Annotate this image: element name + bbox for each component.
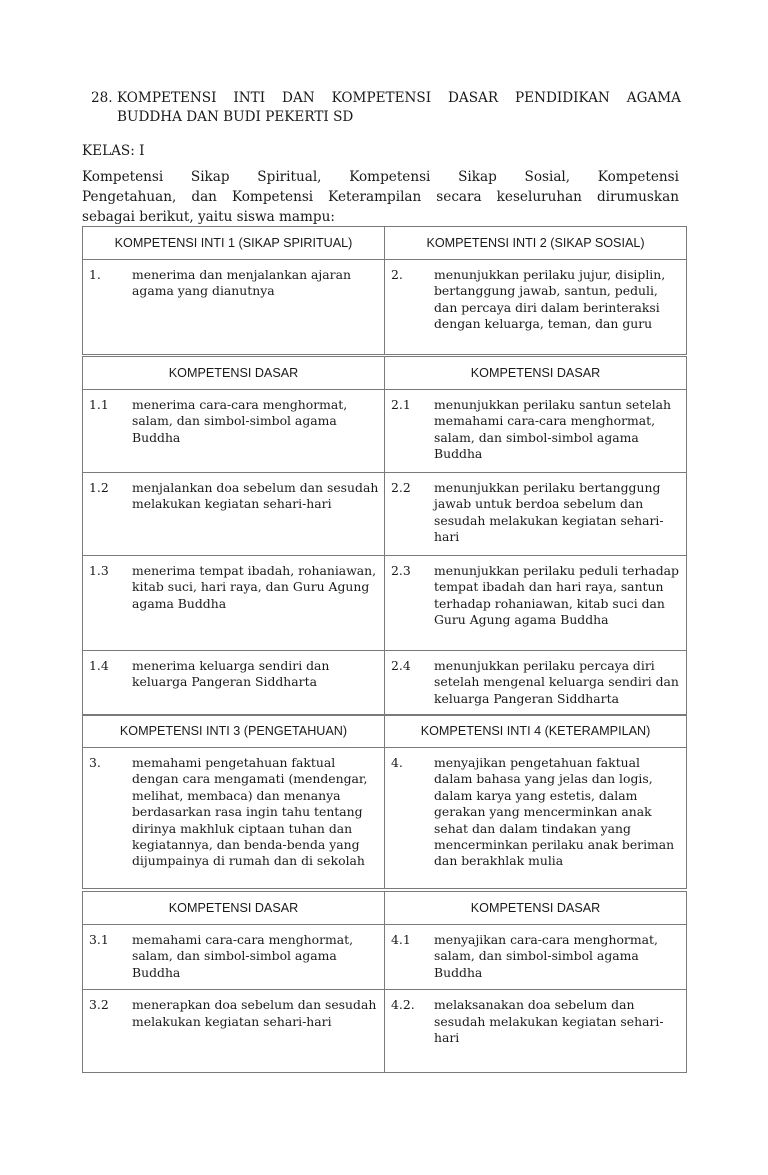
kd-right-header: KOMPETENSI DASAR <box>385 892 687 925</box>
ki3-header: KOMPETENSI INTI 3 (PENGETAHUAN) <box>83 715 385 748</box>
kd-text: menunjukkan perilaku santun setelah memahami cara-cara menghormat, salam, dan simbol-simbol agama Buddha <box>434 397 672 462</box>
kd-number: 1.1 <box>89 397 109 412</box>
kd-row-cell <box>385 925 687 990</box>
kd-text: menerima tempat ibadah, rohaniawan, kitab suci, hari raya, dan Guru Agung agama Buddha <box>132 563 377 611</box>
intro-line-3: sebagai berikut, yaitu siswa mampu: <box>82 209 335 225</box>
ki2-text: menunjukkan perilaku jujur, disiplin, bertanggung jawab, santun, peduli, dan percaya diri dalam berinteraksi dengan keluarga, teman, dan guru <box>434 267 666 332</box>
heading-number: 28. <box>91 90 113 106</box>
ki2-cell <box>385 260 687 355</box>
core-competence-table-3-4 <box>82 714 687 889</box>
kd-text: melaksanakan doa sebelum dan sesudah melakukan kegiatan sehari-hari <box>434 997 664 1046</box>
ki3-number: 3. <box>89 755 101 770</box>
kd-text: menerima cara-cara menghormat, salam, dan simbol-simbol agama Buddha <box>132 397 348 445</box>
kd-number: 1.3 <box>89 563 109 578</box>
kd-number: 1.4 <box>89 658 109 673</box>
kd-number: 1.2 <box>89 480 109 495</box>
ki4-text: menyajikan pengetahuan faktual dalam bahasa yang jelas dan logis, dalam karya yang estetis, dalam gerakan yang mencerminkan anak sehat dan dalam tindakan yang mencerminkan perilaku anak beriman dan berakhlak mulia <box>434 755 675 869</box>
kd-row-cell <box>83 556 385 651</box>
ki3-cell <box>83 748 385 889</box>
kd-right-header: KOMPETENSI DASAR <box>385 357 687 390</box>
ki1-number: 1. <box>89 267 101 282</box>
kd-text: menyajikan cara-cara menghormat, salam, dan simbol-simbol agama Buddha <box>434 932 658 980</box>
kd-number: 4.2. <box>391 997 415 1013</box>
kd-text: menerapkan doa sebelum dan sesudah melakukan kegiatan sehari-hari <box>132 997 377 1029</box>
kd-row-cell <box>385 990 687 1073</box>
basic-competence-table-1-2 <box>82 356 687 716</box>
kd-number: 3.1 <box>89 932 109 947</box>
core-competence-table-1-2 <box>82 226 687 355</box>
kd-text: menunjukkan perilaku peduli terhadap tempat ibadah dan hari raya, santun terhadap rohaniawan, kitab suci dan Guru Agung agama Buddha <box>434 563 679 628</box>
kd-row-cell <box>83 651 385 716</box>
heading-line-1: KOMPETENSI INTI DAN KOMPETENSI DASAR PENDIDIKAN AGAMA <box>117 90 681 106</box>
ki4-header: KOMPETENSI INTI 4 (KETERAMPILAN) <box>385 715 687 748</box>
kd-row-cell <box>83 390 385 473</box>
intro-line-1: Kompetensi Sikap Spiritual, Kompetensi Sikap Sosial, Kompetensi <box>82 169 679 185</box>
kd-left-header: KOMPETENSI DASAR <box>83 357 385 390</box>
kd-text: menunjukkan perilaku percaya diri setelah mengenal keluarga sendiri dan keluarga Pangeran Siddharta <box>434 658 679 706</box>
ki2-header: KOMPETENSI INTI 2 (SIKAP SOSIAL) <box>385 227 687 260</box>
kd-row-cell <box>385 473 687 556</box>
intro-paragraph <box>82 167 679 227</box>
kd-number: 2.4 <box>391 658 411 673</box>
ki4-cell <box>385 748 687 889</box>
kd-text: memahami cara-cara menghormat, salam, dan simbol-simbol agama Buddha <box>132 932 354 980</box>
class-label: KELAS: I <box>82 143 145 159</box>
kd-left-header: KOMPETENSI DASAR <box>83 892 385 925</box>
ki3-text: memahami pengetahuan faktual dengan cara mengamati (mendengar, melihat, membaca) dan menanya berdasarkan rasa ingin tahu tentang dirinya makhluk ciptaan tuhan dan kegiatannya, dan benda-benda yang dijumpainya di rumah dan di sekolah <box>132 755 368 869</box>
heading-line-2: BUDDHA DAN BUDI PEKERTI SD <box>117 109 354 125</box>
section-heading <box>91 89 681 127</box>
kd-row-cell <box>83 473 385 556</box>
kd-text: menunjukkan perilaku bertanggung jawab untuk berdoa sebelum dan sesudah melakukan kegiatan sehari-hari <box>434 480 664 545</box>
ki2-number: 2. <box>391 267 403 282</box>
kd-number: 2.1 <box>391 397 411 412</box>
kd-text: menjalankan doa sebelum dan sesudah melakukan kegiatan sehari-hari <box>132 480 379 512</box>
kd-row-cell <box>385 556 687 651</box>
kd-row-cell <box>83 990 385 1073</box>
ki1-header: KOMPETENSI INTI 1 (SIKAP SPIRITUAL) <box>83 227 385 260</box>
kd-number: 2.3 <box>391 563 411 578</box>
basic-competence-table-3-4 <box>82 891 687 1073</box>
ki4-number: 4. <box>391 755 403 770</box>
ki1-cell <box>83 260 385 355</box>
kd-row-cell <box>385 390 687 473</box>
kd-number: 2.2 <box>391 480 411 495</box>
kd-number: 4.1 <box>391 932 411 947</box>
kd-number: 3.2 <box>89 997 109 1013</box>
kd-text: menerima keluarga sendiri dan keluarga Pangeran Siddharta <box>132 658 330 690</box>
ki1-text: menerima dan menjalankan ajaran agama yang dianutnya <box>132 267 351 299</box>
intro-line-2: Pengetahuan, dan Kompetensi Keterampilan secara keseluruhan dirumuskan <box>82 189 679 205</box>
kd-row-cell <box>83 925 385 990</box>
kd-row-cell <box>385 651 687 716</box>
